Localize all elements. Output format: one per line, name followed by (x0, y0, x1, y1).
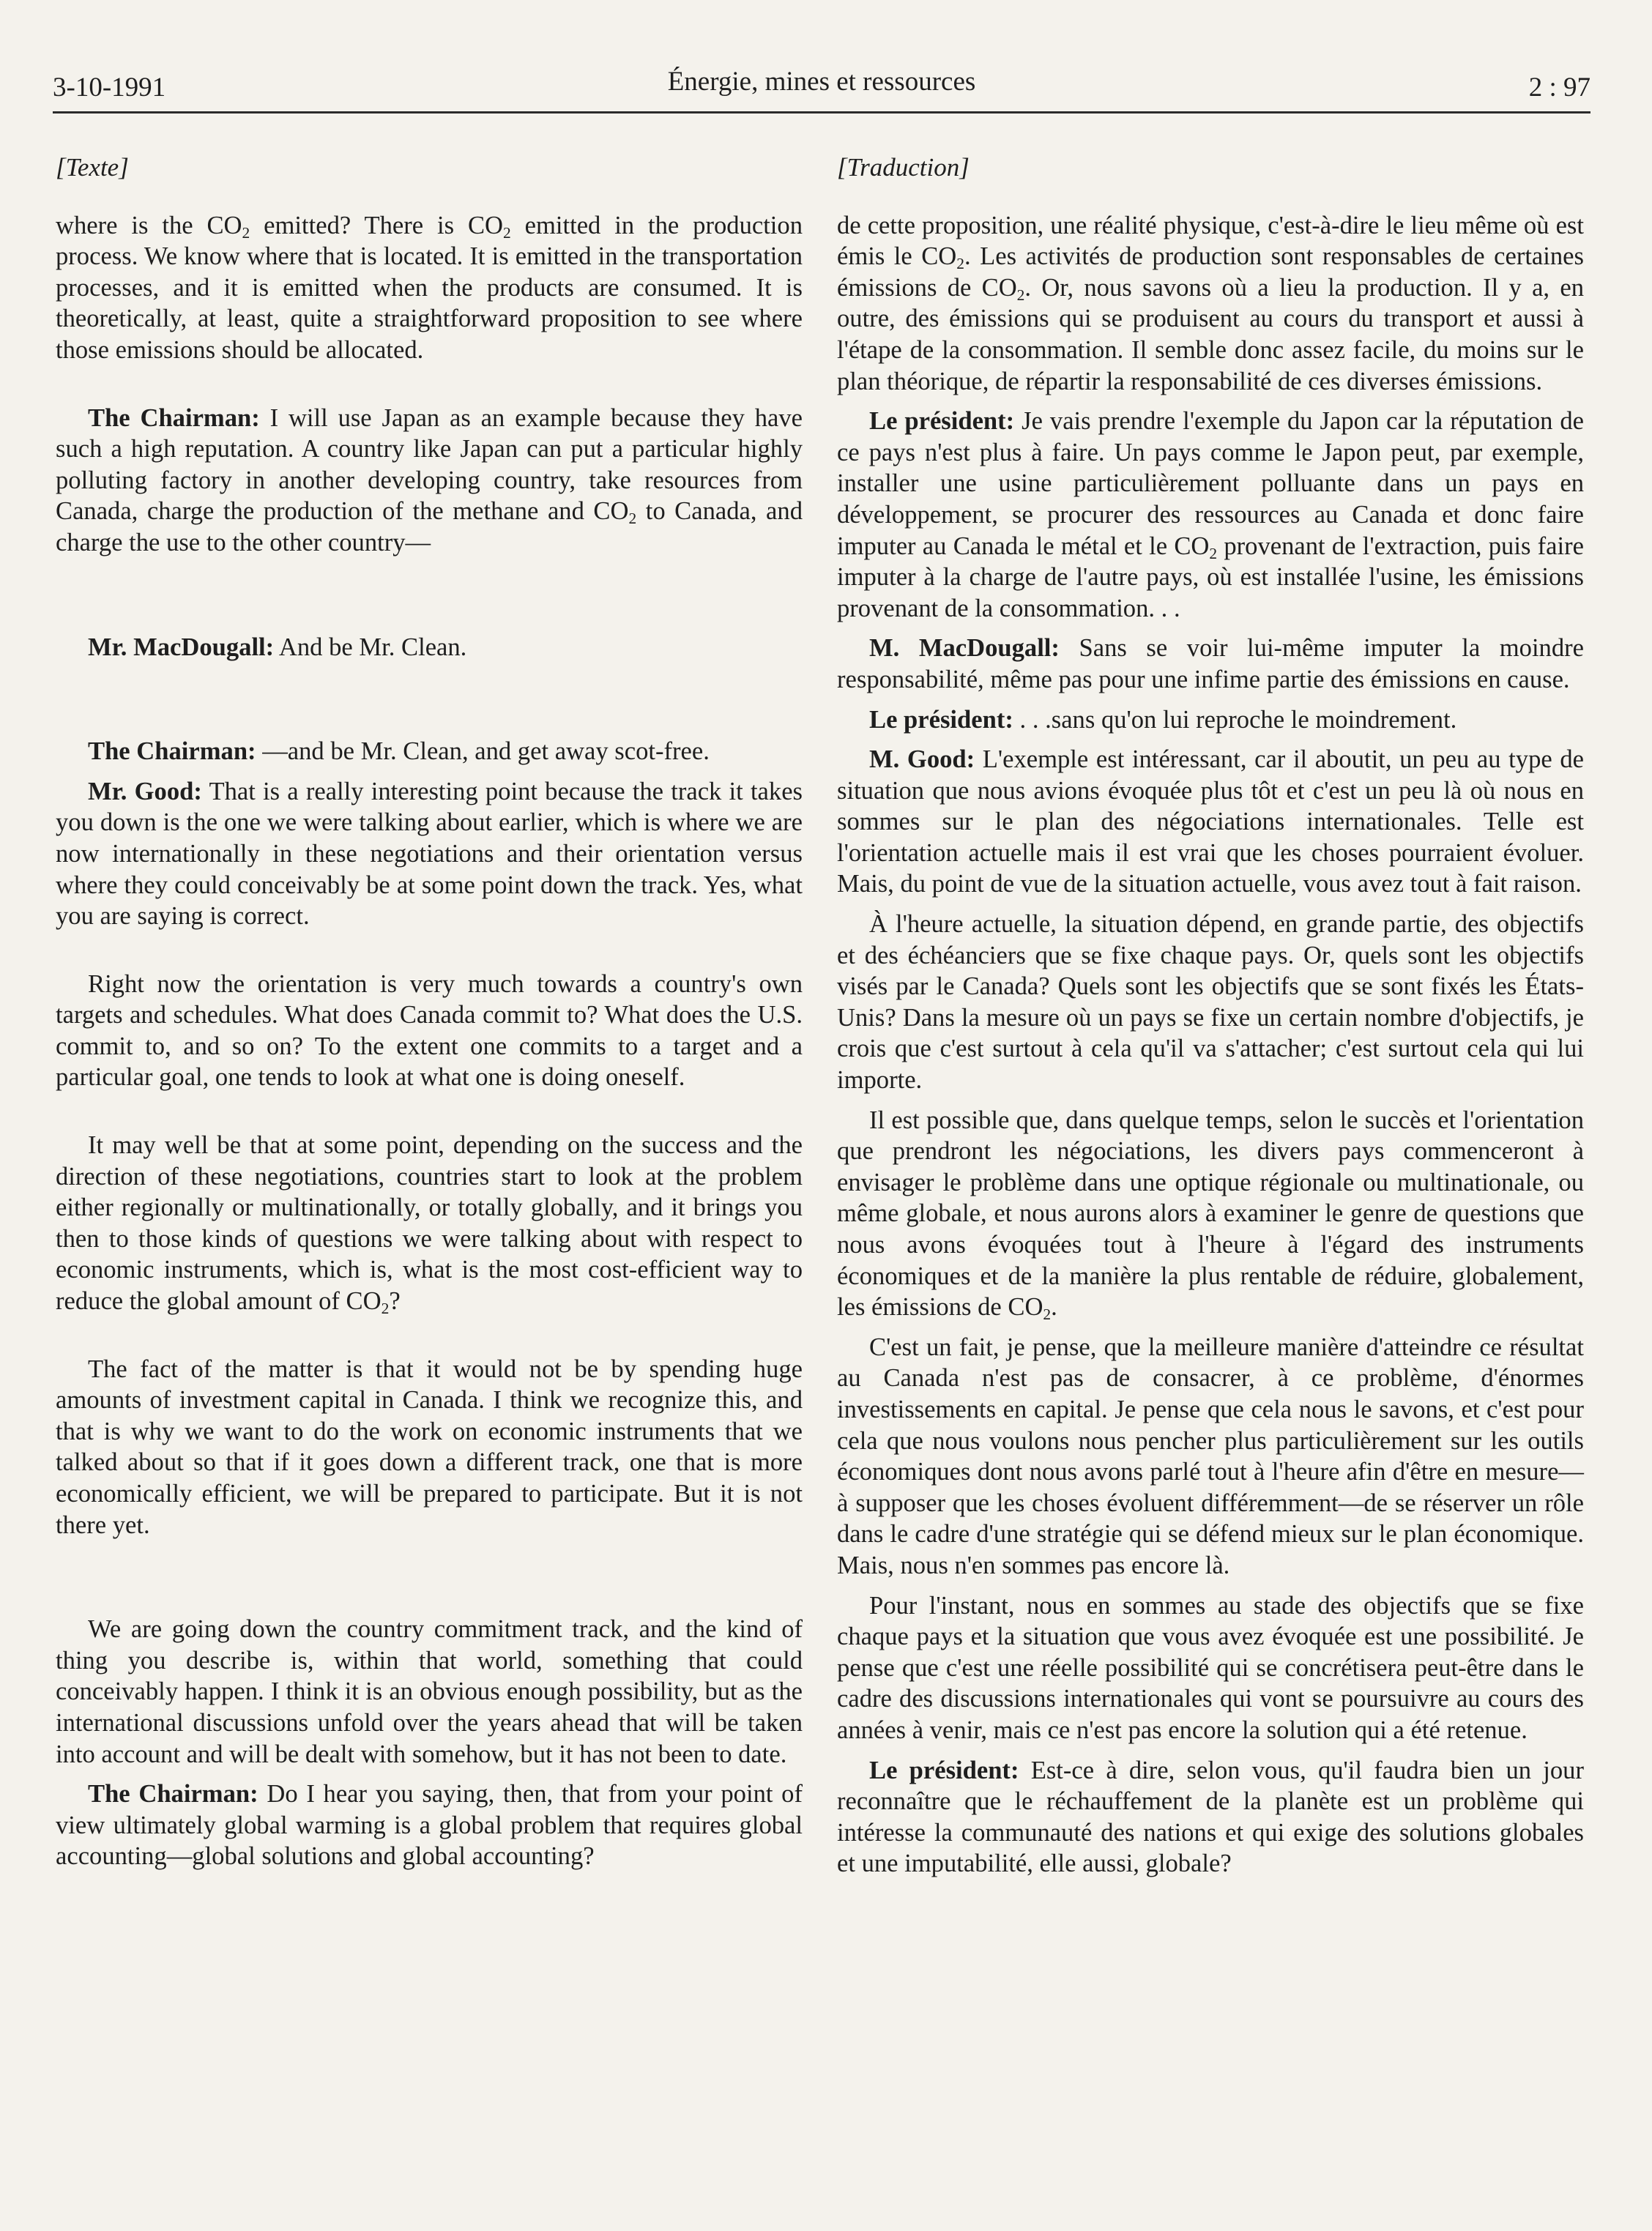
paragraph: Le président: Je vais prendre l'exemple du Japon car la réputation de ce pays n'est plus à faire. Un pays comme le Japon peut, par exemple, installer une usine particulièrement polluante dans un pays en développement, se procurer des ressources au Canada et donc faire imputer au Canada le métal et le $CO_2$ provenant de l'extraction, puis faire imputer à la charge de l'autre pays, où est installée l'usine, les émissions provenant de la consommation. . . (837, 407, 1584, 622)
paragraph: The fact of the matter is that it would not be by spending huge amounts of investment capital in Canada. I think we recognize this, and that is why we want to do the work on economic instruments that we talked about so that if it goes down a different track, one that is more economically efficient, we will be prepared to participate. But it is not there yet. (56, 1355, 803, 1539)
speaker-name: M. Good: (869, 745, 975, 774)
page-header (53, 64, 1590, 113)
paragraph: Right now the orientation is very much towards a country's own targets and schedules. What does Canada commit to? What does the U.S. commit to, and so on? To the extent one commits to a target and a particular goal, one tends to look at what one is doing oneself. (56, 969, 803, 1092)
paragraph: The Chairman: Do I hear you saying, then, that from your point of view ultimately global warming is a global problem that requires global accounting—global solutions and global accounting? (56, 1780, 803, 1871)
speaker-name: Le président: (869, 407, 1015, 436)
paragraph: Mr. MacDougall: And be Mr. Clean. (88, 633, 467, 661)
paragraph: We are going down the country commitment track, and the kind of thing you describe is, within that world, something that could conceivably happen. I think it is an obvious enough possibility, but as the international discussions unfold over the years ahead that will be taken into account and will be dealt with somehow, but it has not been to date. (56, 1615, 803, 1768)
speaker-name: Mr. MacDougall: (88, 633, 275, 661)
header-date: 3-10-1991 (53, 72, 166, 103)
speaker-name: The Chairman: (88, 737, 256, 766)
paragraph: À l'heure actuelle, la situation dépend, en grande partie, des objectifs et des échéanciers que se fixe chaque pays. Or, quels sont les objectifs visés par le Canada? Quels sont les objectifs que se sont fixés les États-Unis? Dans la mesure où un pays se fixe un certain nombre d'objectifs, je crois que c'est surtout à cela qu'il va s'attacher; c'est surtout cela qui lui importe. (837, 910, 1584, 1095)
paragraph: Pour l'instant, nous en sommes au stade des objectifs que se fixe chaque pays et la situation que vous avez évoquée est une possibilité. Je pense que c'est une réelle possibilité qui se concrétisera peut-être dans le cadre des discussions internationales qui vont se poursuivre au cours des années à venir, mais ce n'est pas encore la solution qui a été retenue. (837, 1591, 1584, 1744)
speaker-name: Le président: (869, 1756, 1019, 1784)
english-column (56, 152, 803, 1872)
column-label-traduction: [Traduction] (837, 153, 970, 182)
header-page-number: 2 : 97 (1528, 72, 1590, 103)
speaker-name: The Chairman: (88, 1780, 258, 1809)
paragraph: It may well be that at some point, depending on the success and the direction of these negotiations, countries start to look at the problem either regionally or multinationally, or totally globally, and it brings you then to those kinds of questions we were talking about with respect to economic instruments, which is, what is the most cost-efficient way to reduce the global amount of $CO_2$? (56, 1131, 803, 1318)
french-column (837, 152, 1584, 1880)
paragraph: M. Good: L'exemple est intéressant, car il aboutit, un peu au type de situation que nous avions évoquée plus tôt et c'est un peu là où nous en sommes sur le plan des négociations internationales. Telle est l'orientation actuelle mais il est vrai que les choses pourraient évoluer. Mais, du point de vue de la situation actuelle, vous avez tout à fait raison. (837, 745, 1584, 898)
paragraph: M. MacDougall: Sans se voir lui-même imputer la moindre responsabilité, même pas pour une infime partie des émissions en cause. (837, 634, 1584, 693)
paragraph: de cette proposition, une réalité physique, c'est-à-dire le lieu même où est émis le $CO_2$. Les activités de production sont responsables de certaines émissions de $CO_2$. Or, nous savons où a lieu la production. Il y a, en outre, des émissions qui se produisent au cours du transport et aussi à l'étape de la consommation. Il semble donc assez facile, du moins sur le plan théorique, de répartir la responsabilité de ces diverses émissions. (837, 211, 1584, 395)
paragraph: Le président: Est-ce à dire, selon vous, qu'il faudra bien un jour reconnaître que le réchauffement de la planète est un problème qui intéresse la communauté des nations et qui exige des solutions globales et une imputabilité, elle aussi, globale? (837, 1756, 1584, 1878)
paragraph: Le président: . . .sans qu'on lui reproche le moindrement. (869, 705, 1457, 734)
speaker-name: M. MacDougall: (869, 634, 1060, 663)
paragraph: The Chairman: I will use Japan as an example because they have such a high reputation. A country like Japan can put a particular highly polluting factory in another developing country, take resources from Canada, charge the production of the methane and $CO_2$ to Canada, and charge the use to the other country— (56, 403, 803, 556)
speaker-name: Le président: (869, 705, 1013, 734)
paragraph: Mr. Good: That is a really interesting point because the track it takes you down is the one we were talking about earlier, which is where we are now internationally in these negotiations and their orientation versus where they could conceivably be at some point down the track. Yes, what you are saying is correct. (56, 777, 803, 931)
paragraph: Il est possible que, dans quelque temps, selon le succès et l'orientation que prendront les négociations, les divers pays commenceront à envisager le problème dans une optique régionale ou multinationale, ou même globale, et nous aurons alors à examiner le genre de questions que nous avons évoquées tout à l'heure à l'égard des instruments économiques et de la manière la plus rentable de réduire, globalement, les émissions de $CO_2$. (837, 1106, 1584, 1324)
header-title: Énergie, mines et ressources (667, 67, 976, 97)
column-label-texte: [Texte] (56, 153, 129, 182)
paragraph: The Chairman: —and be Mr. Clean, and get away scot-free. (88, 737, 710, 766)
speaker-name: Mr. Good: (88, 777, 202, 805)
paragraph: where is the $CO_2$ emitted? There is $CO_2$ emitted in the production process. We know where that is located. It is emitted in the transportation processes, and it is emitted when the products are consumed. It is theoretically, at least, quite a straightforward proposition to see where those emissions should be allocated. (56, 211, 803, 364)
speaker-name: The Chairman: (88, 403, 260, 432)
paragraph: C'est un fait, je pense, que la meilleure manière d'atteindre ce résultat au Canada n'est pas de consacrer, à ce problème, d'énormes investissements en capital. Je pense que cela nous le savons, et c'est pour cela que nous voulons nous pencher plus particulièrement sur les outils économiques dont nous avons parlé tout à l'heure afin d'être en mesure—à supposer que les choses évoluent différemment—de se réserver un rôle dans le cadre d'une stratégie qui se défend mieux sur le plan économique. Mais, nous n'en sommes pas encore là. (837, 1333, 1584, 1579)
